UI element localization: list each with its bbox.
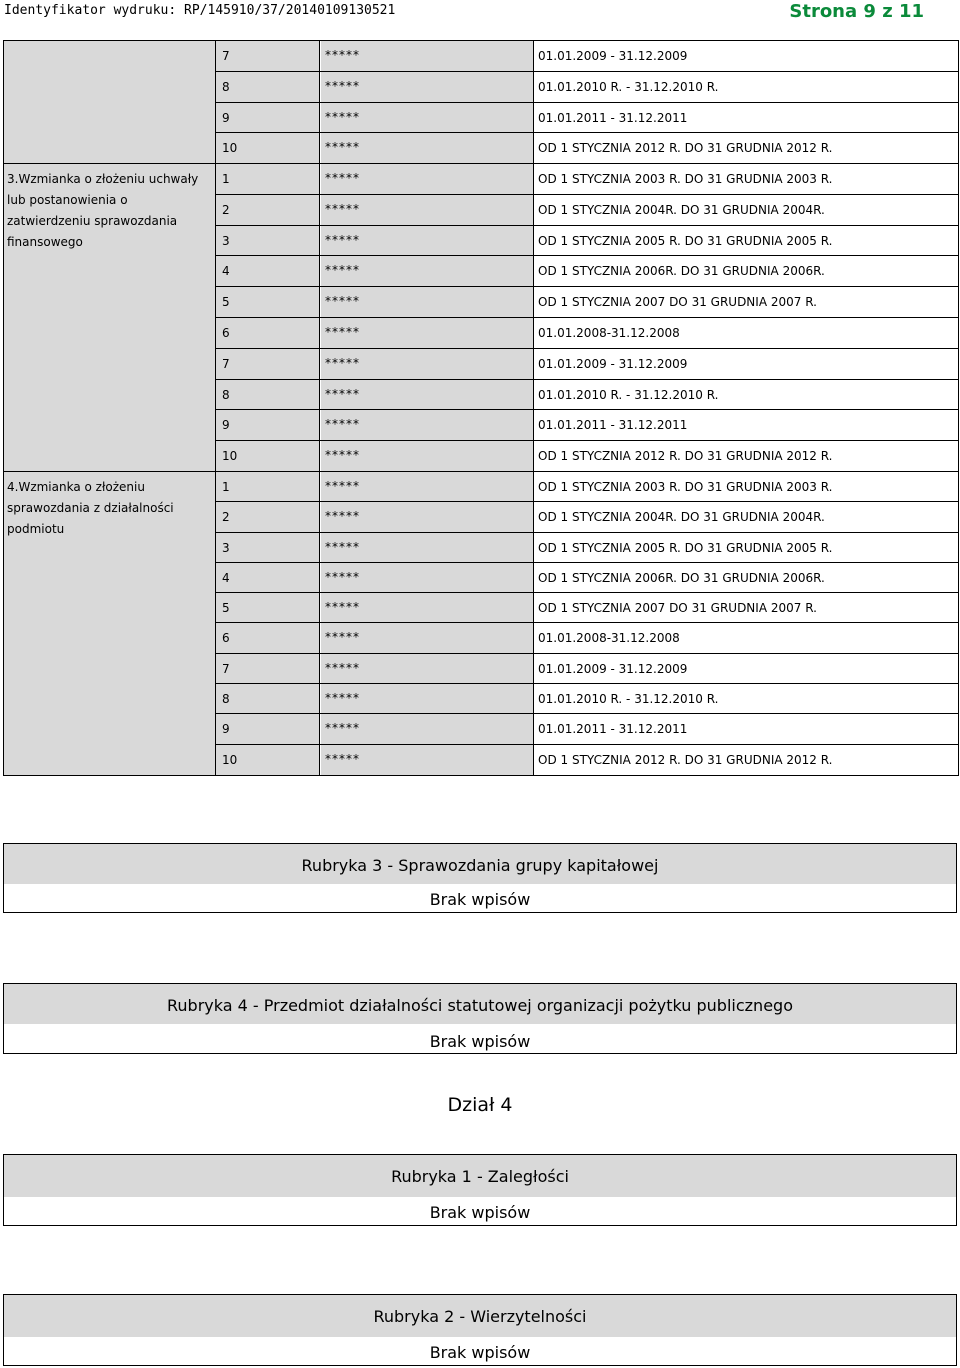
row-number: 2 <box>216 502 320 531</box>
table-row <box>216 133 958 164</box>
table-row <box>216 563 958 593</box>
row-masked-value: ***** <box>321 472 534 501</box>
row-masked-value: ***** <box>321 623 534 652</box>
row-period: OD 1 STYCZNIA 2007 DO 31 GRUDNIA 2007 R. <box>538 295 817 310</box>
section-label-cell <box>4 41 216 164</box>
section-rows <box>216 472 958 775</box>
row-number: 2 <box>216 195 320 225</box>
table-row <box>216 502 958 532</box>
row-masked-value: ***** <box>321 563 534 592</box>
table-row <box>216 441 958 472</box>
row-masked-value: ***** <box>321 133 534 164</box>
row-masked-value: ***** <box>321 226 534 256</box>
table-row <box>216 714 958 744</box>
row-masked-value: ***** <box>321 593 534 622</box>
section-rows <box>216 164 958 472</box>
table-row <box>216 654 958 684</box>
table-section-3 <box>3 163 959 473</box>
table-row <box>216 256 958 287</box>
section-label-cell <box>4 164 216 472</box>
row-masked-value: ***** <box>321 714 534 743</box>
row-period: 01.01.2011 - 31.12.2011 <box>538 722 688 737</box>
row-number: 6 <box>216 623 320 652</box>
row-masked-value: ***** <box>321 502 534 531</box>
page-number: Strona 9 z 11 <box>789 1 924 22</box>
row-masked-value: ***** <box>321 745 534 775</box>
row-number: 8 <box>216 380 320 410</box>
row-period: 01.01.2010 R. - 31.12.2010 R. <box>538 692 719 707</box>
row-number: 6 <box>216 318 320 348</box>
table-row <box>216 226 958 257</box>
row-period: 01.01.2011 - 31.12.2011 <box>538 418 688 433</box>
row-masked-value: ***** <box>321 533 534 562</box>
rubryka-2-title: Rubryka 2 - Wierzytelności <box>4 1295 956 1337</box>
rubryka-3-title: Rubryka 3 - Sprawozdania grupy kapitałowej <box>4 844 956 884</box>
section-label-cell <box>4 472 216 775</box>
row-number: 10 <box>216 745 320 775</box>
table-row <box>216 318 958 349</box>
row-masked-value: ***** <box>321 195 534 225</box>
rubryka-3-empty: Brak wpisów <box>429 890 531 909</box>
row-period: OD 1 STYCZNIA 2006R. DO 31 GRUDNIA 2006R. <box>538 570 825 585</box>
rubryka-1-title: Rubryka 1 - Zaległości <box>4 1155 956 1197</box>
row-period: 01.01.2010 R. - 31.12.2010 R. <box>538 387 719 402</box>
row-masked-value: ***** <box>321 349 534 379</box>
section-label: 4.Wzmianka o złożeniu sprawozdania z działalności podmiotu <box>7 480 174 536</box>
row-number: 9 <box>216 103 320 133</box>
print-identifier: Identyfikator wydruku: RP/145910/37/20140109130521 <box>4 3 396 18</box>
row-period: 01.01.2011 - 31.12.2011 <box>538 110 688 125</box>
row-number: 4 <box>216 256 320 286</box>
row-masked-value: ***** <box>321 380 534 410</box>
row-period: OD 1 STYCZNIA 2012 R. DO 31 GRUDNIA 2012 R. <box>538 449 833 464</box>
rubryka-4-title: Rubryka 4 - Przedmiot działalności statutowej organizacji pożytku publicznego <box>4 984 956 1024</box>
row-period: OD 1 STYCZNIA 2005 R. DO 31 GRUDNIA 2005 R. <box>538 540 833 555</box>
table-row <box>216 533 958 563</box>
row-masked-value: ***** <box>321 41 534 71</box>
row-period: 01.01.2008-31.12.2008 <box>538 325 680 340</box>
table-section-4 <box>3 471 959 776</box>
section-label: 3.Wzmianka o złożeniu uchwały lub postanowienia o zatwierdzeniu sprawozdania finansowego <box>7 172 199 249</box>
section-rows <box>216 41 958 164</box>
row-number: 9 <box>216 714 320 743</box>
row-number: 1 <box>216 472 320 501</box>
table-row <box>216 41 958 72</box>
row-period: 01.01.2009 - 31.12.2009 <box>538 661 688 676</box>
row-period: OD 1 STYCZNIA 2004R. DO 31 GRUDNIA 2004R. <box>538 202 825 217</box>
table-row <box>216 164 958 195</box>
row-period: OD 1 STYCZNIA 2007 DO 31 GRUDNIA 2007 R. <box>538 601 817 616</box>
row-masked-value: ***** <box>321 72 534 102</box>
row-period: OD 1 STYCZNIA 2006R. DO 31 GRUDNIA 2006R. <box>538 264 825 279</box>
page-header <box>0 0 960 26</box>
table-row <box>216 593 958 623</box>
rubryka-2-box <box>3 1294 957 1366</box>
table-row <box>216 195 958 226</box>
row-masked-value: ***** <box>321 287 534 317</box>
rubryka-4-box <box>3 983 957 1054</box>
row-masked-value: ***** <box>321 164 534 194</box>
row-period: OD 1 STYCZNIA 2004R. DO 31 GRUDNIA 2004R. <box>538 510 825 525</box>
row-number: 3 <box>216 226 320 256</box>
row-masked-value: ***** <box>321 684 534 713</box>
row-masked-value: ***** <box>321 654 534 683</box>
table-section-continuation <box>3 40 959 165</box>
table-row <box>216 349 958 380</box>
row-number: 8 <box>216 684 320 713</box>
row-masked-value: ***** <box>321 410 534 440</box>
row-number: 1 <box>216 164 320 194</box>
row-number: 9 <box>216 410 320 440</box>
row-number: 3 <box>216 533 320 562</box>
table-row <box>216 103 958 134</box>
table-row <box>216 287 958 318</box>
row-period: 01.01.2010 R. - 31.12.2010 R. <box>538 79 719 94</box>
row-number: 8 <box>216 72 320 102</box>
rubryka-3-box <box>3 843 957 913</box>
row-period: 01.01.2008-31.12.2008 <box>538 631 680 646</box>
rubryka-1-empty: Brak wpisów <box>429 1203 531 1222</box>
row-masked-value: ***** <box>321 441 534 472</box>
table-row <box>216 72 958 103</box>
rubryka-4-empty: Brak wpisów <box>429 1032 531 1051</box>
row-masked-value: ***** <box>321 103 534 133</box>
table-row <box>216 472 958 502</box>
rubryka-1-box <box>3 1154 957 1226</box>
row-number: 7 <box>216 41 320 71</box>
row-period: OD 1 STYCZNIA 2012 R. DO 31 GRUDNIA 2012 R. <box>538 141 833 156</box>
row-period: OD 1 STYCZNIA 2005 R. DO 31 GRUDNIA 2005 R. <box>538 233 833 248</box>
row-masked-value: ***** <box>321 318 534 348</box>
row-masked-value: ***** <box>321 256 534 286</box>
row-number: 7 <box>216 349 320 379</box>
row-number: 7 <box>216 654 320 683</box>
row-number: 4 <box>216 563 320 592</box>
row-number: 5 <box>216 287 320 317</box>
row-number: 5 <box>216 593 320 622</box>
row-period: OD 1 STYCZNIA 2003 R. DO 31 GRUDNIA 2003 R. <box>538 480 833 494</box>
dzial-4-heading: Dział 4 <box>447 1094 513 1116</box>
row-period: 01.01.2009 - 31.12.2009 <box>538 49 688 63</box>
table-row <box>216 380 958 411</box>
row-number: 10 <box>216 133 320 164</box>
table-row <box>216 623 958 653</box>
rubryka-2-empty: Brak wpisów <box>429 1343 531 1362</box>
table-row <box>216 410 958 441</box>
row-number: 10 <box>216 441 320 472</box>
table-row <box>216 745 958 775</box>
row-period: OD 1 STYCZNIA 2003 R. DO 31 GRUDNIA 2003 R. <box>538 172 833 186</box>
row-period: OD 1 STYCZNIA 2012 R. DO 31 GRUDNIA 2012 R. <box>538 752 833 767</box>
table-row <box>216 684 958 714</box>
row-period: 01.01.2009 - 31.12.2009 <box>538 356 688 371</box>
